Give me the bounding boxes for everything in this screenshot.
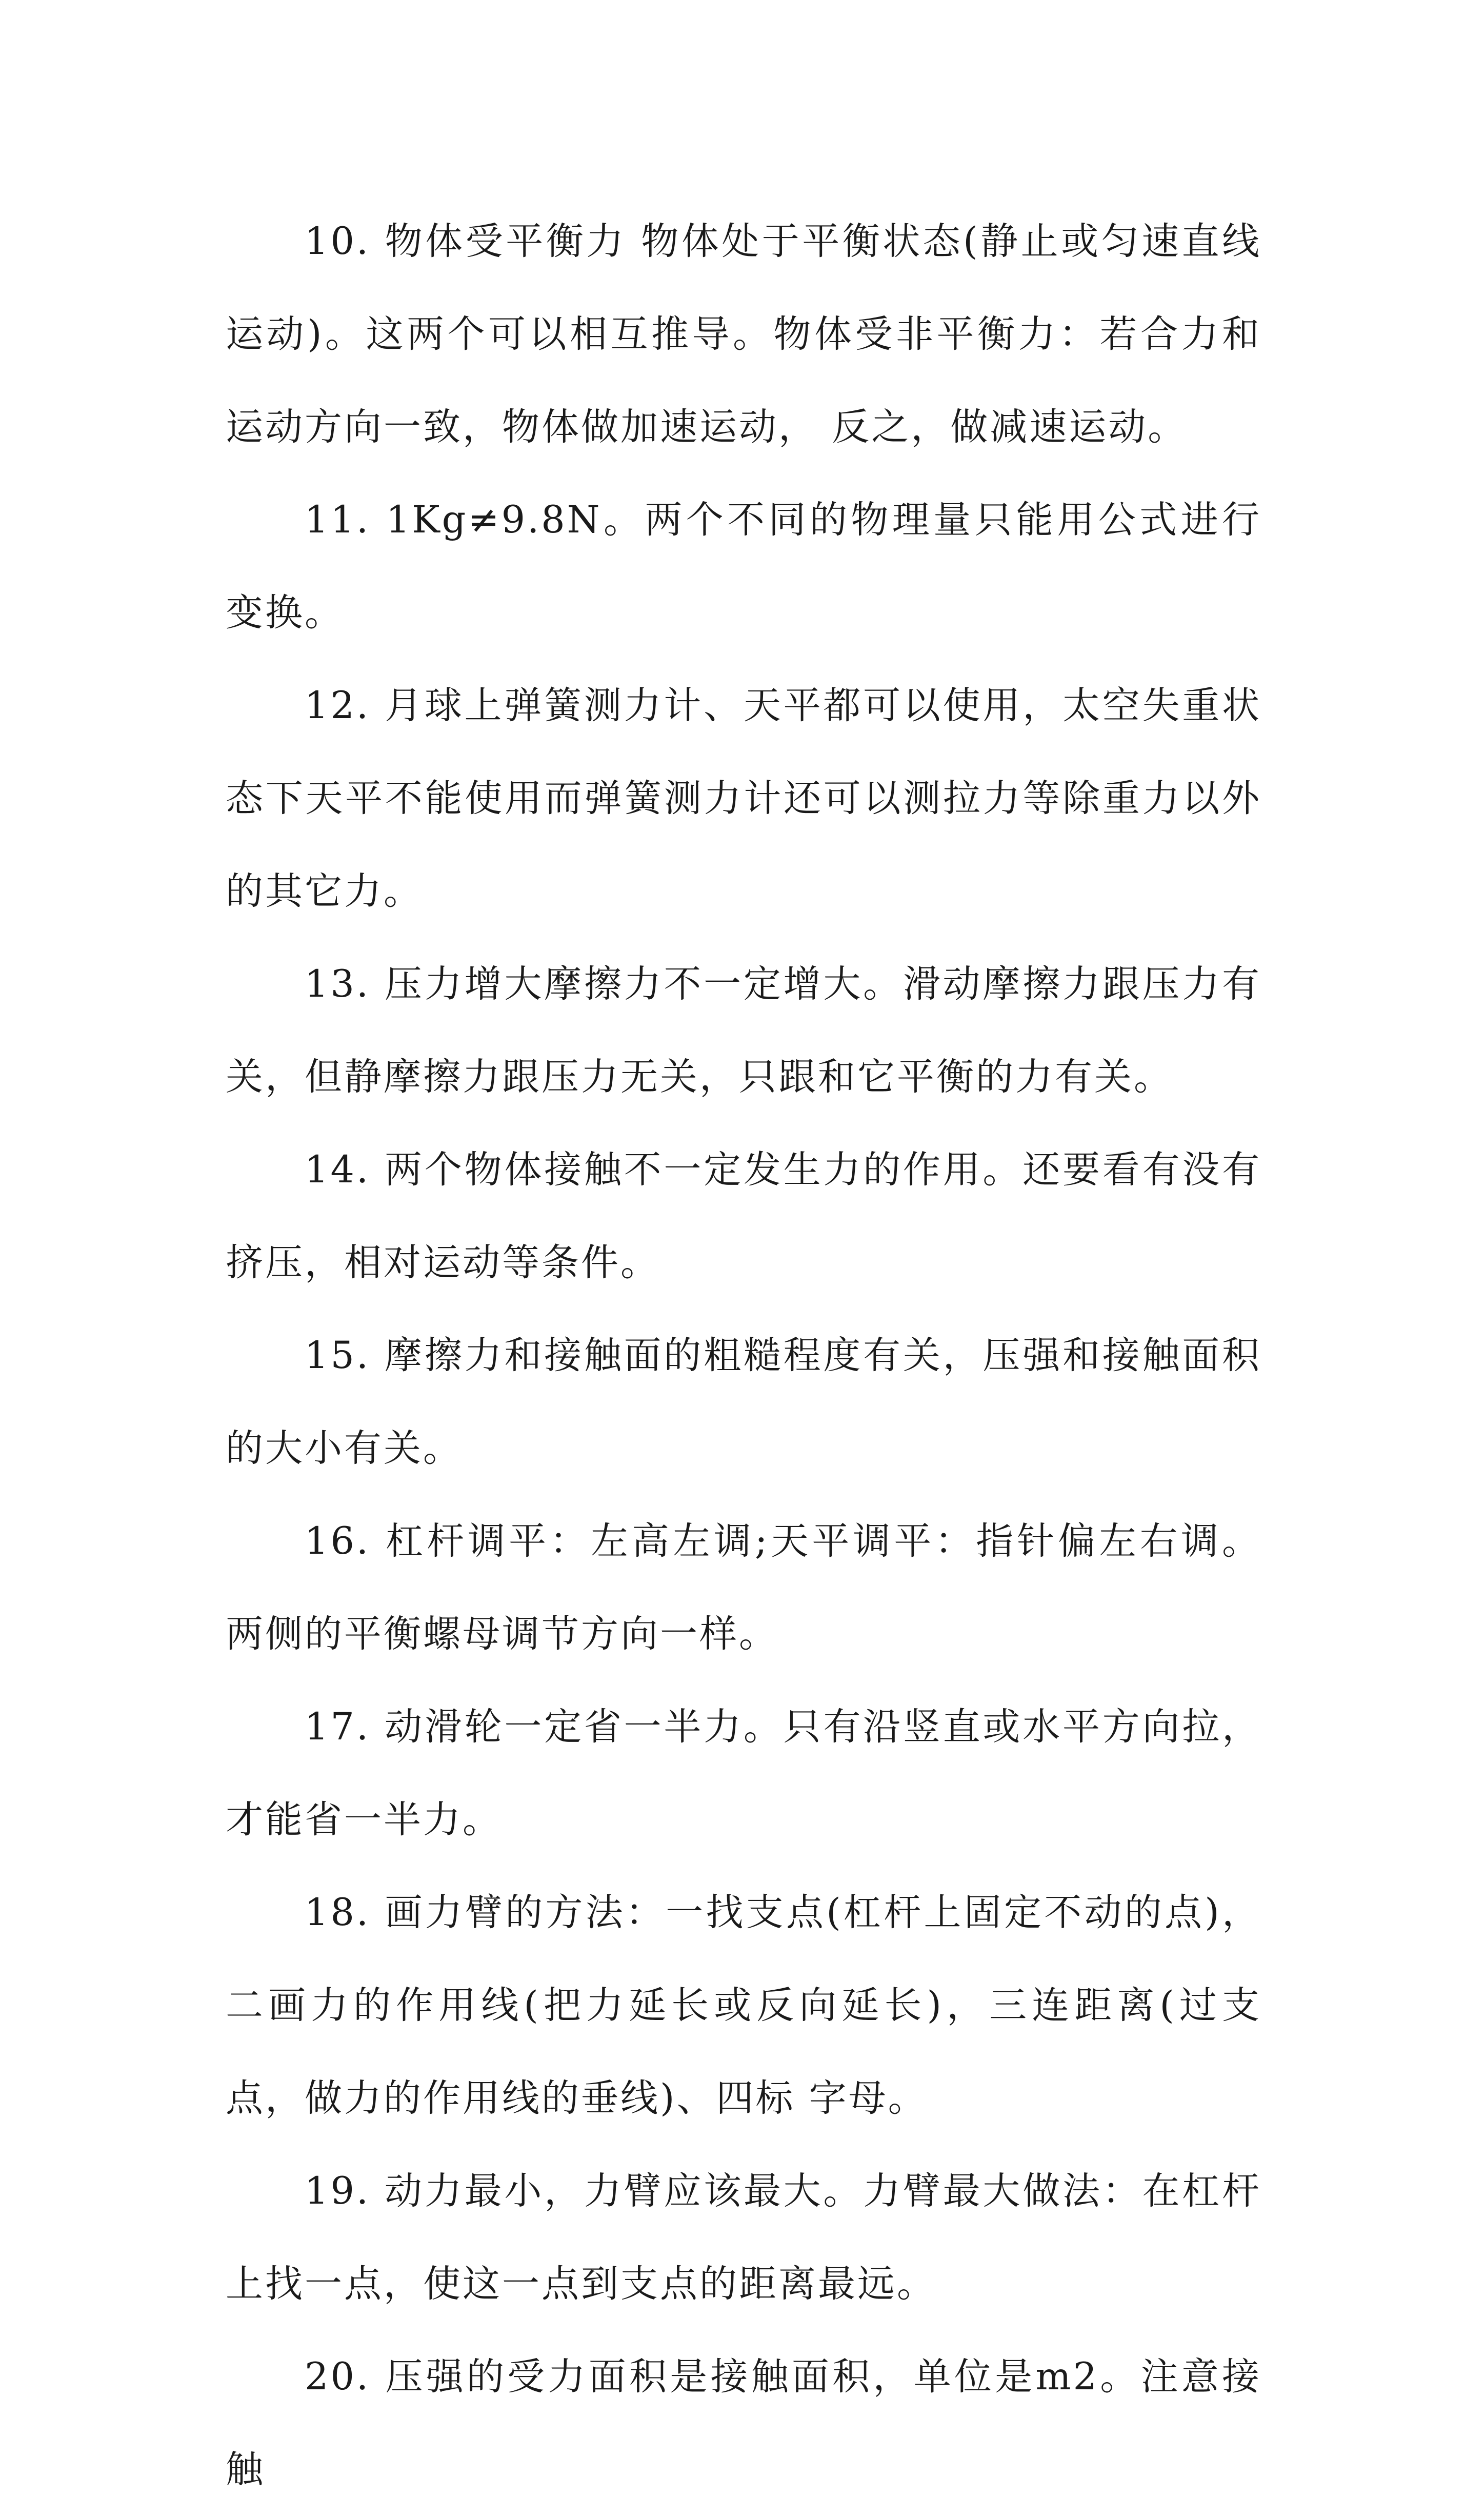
document-body: [226, 195, 1261, 2516]
paragraph-item-18: 18. 画力臂的方法：一找支点(杠杆上固定不动的点)，二画力的作用线(把力延长或反向延长)，三连距离(过支点，做力的作用线的垂线)、四标 字母。: [226, 1891, 1261, 2120]
paragraph-item-13: 13. 压力增大摩擦力不一定增大。滑动摩擦力跟压力有关，但静摩擦力跟压力无关，只跟和它平衡的力有关。: [226, 962, 1261, 1099]
paragraph-item-20: 20. 压强的受力面积是接触面积，单位是m2。注意接触: [226, 2355, 1261, 2491]
paragraph-item-12: 12. 月球上弹簧测力计、天平都可以使用，太空失重状态下天平不能使用而弹簧测力计还可以测拉力等除重力以外的其它力。: [226, 684, 1261, 913]
paragraph-item-17: 17. 动滑轮一定省一半力。只有沿竖直或水平方向拉，才能省一半力。: [226, 1705, 1261, 1841]
paragraph-item-16: 16. 杠杆调平：左高左调;天平调平：指针偏左右调。两侧的平衡螺母调节方向一样。: [226, 1519, 1261, 1656]
paragraph-item-19: 19. 动力最小，力臂应该最大。力臂最大做法：在杠杆上找一点，使这一点到支点的距离最远。: [226, 2169, 1261, 2306]
paragraph-item-10: 10. 物体受平衡力 物体处于平衡状态(静止或匀速直线运动)。这两个可以相互推导。物体受非平衡力：若合力和运动方向一致，物体做加速运动， 反之，做减速运动。: [226, 220, 1261, 449]
paragraph-item-11: 11. 1Kg≠9.8N。两个不同的物理量只能用公式进行变换。: [226, 498, 1261, 635]
paragraph-item-14: 14. 两个物体接触不一定发生力的作用。还要看有没有挤压，相对运动等条件。: [226, 1148, 1261, 1284]
paragraph-item-15: 15. 摩擦力和接触面的粗糙程度有关，压强和接触面积的大小有关。: [226, 1334, 1261, 1470]
